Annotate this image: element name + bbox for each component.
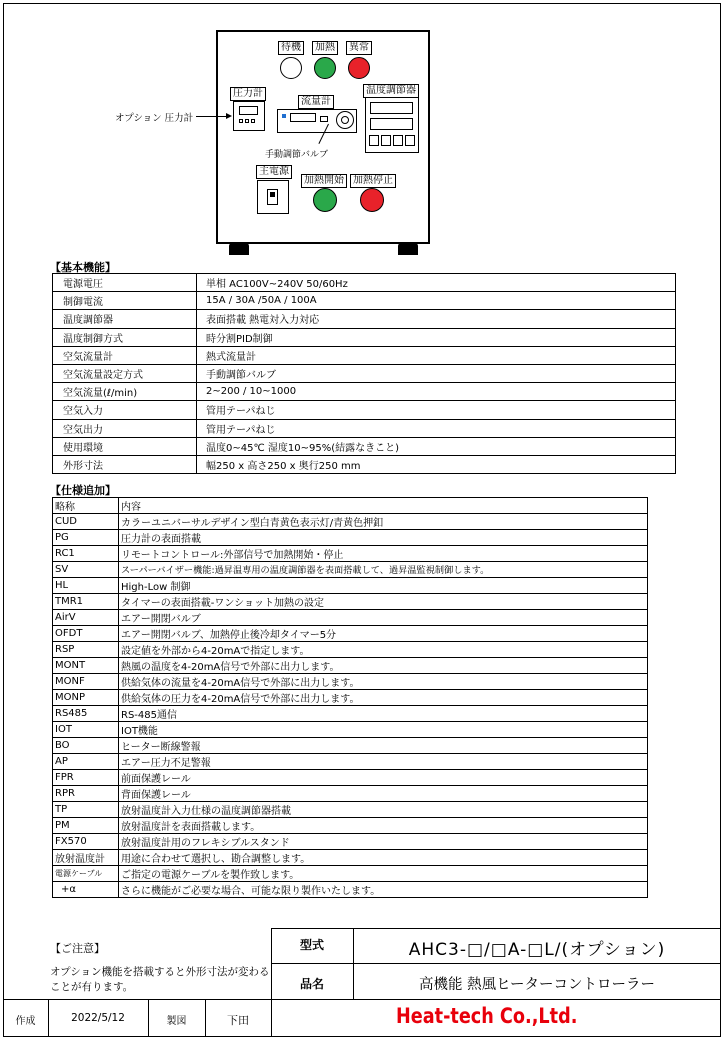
spec-row-abbr: 電源ケーブル — [53, 865, 119, 881]
spec-row-content: 放射温度計用のフレキシブルスタンド — [119, 833, 648, 849]
option-pressure-callout: オプション 圧力計 — [115, 113, 194, 124]
spec-row — [53, 785, 648, 801]
tb-line-top — [271, 928, 721, 929]
pressure-gauge-label: 圧力計 — [230, 87, 266, 101]
basic-row-key: 温度制御方式 — [53, 328, 197, 346]
spec-row — [53, 514, 648, 530]
spec-row-abbr: FX570 — [53, 833, 119, 849]
spec-row-content: エアー開閉バルブ、加熱停止後冷却タイマー5分 — [119, 625, 648, 641]
spec-row — [53, 625, 648, 641]
spec-additions-table — [52, 497, 648, 898]
spec-row-abbr: MONP — [53, 689, 119, 705]
spec-row-content: タイマーの表面搭載-ワンショット加熱の設定 — [119, 593, 648, 609]
lamp-label-error: 異常 — [346, 41, 372, 55]
spec-row — [53, 641, 648, 657]
tb-vline-f — [271, 999, 272, 1037]
basic-row-value: 時分割PID制御 — [197, 328, 676, 346]
basic-row — [53, 401, 676, 419]
basic-row — [53, 346, 676, 364]
basic-row-value: 手動調節バルブ — [197, 364, 676, 382]
basic-row — [53, 310, 676, 328]
spec-row-content: 用途に合わせて選択し、勘合調整します。 — [119, 849, 648, 865]
notice-text: オプション機能を搭載すると外形寸法が変わることが有ります。 — [50, 966, 270, 993]
spec-row-abbr: CUD — [53, 514, 119, 530]
spec-row — [53, 817, 648, 833]
spec-row — [53, 562, 648, 578]
basic-row — [53, 328, 676, 346]
temp-controller-label: 温度調節器 — [363, 84, 419, 98]
basic-row-key: 空気入力 — [53, 401, 197, 419]
basic-row — [53, 292, 676, 310]
callout-arrow-head — [226, 113, 232, 119]
spec-row — [53, 769, 648, 785]
spec-row — [53, 705, 648, 721]
stop-button-label: 加熱停止 — [350, 174, 396, 188]
temperature-controller — [365, 97, 419, 153]
spec-row — [53, 801, 648, 817]
basic-row-value: 温度0~45℃ 湿度10~95%(結露なきこと) — [197, 437, 676, 455]
basic-row-value: 管用テーパねじ — [197, 401, 676, 419]
spec-row — [53, 593, 648, 609]
basic-row — [53, 437, 676, 455]
flow-meter — [277, 109, 357, 133]
spec-row-content: RS-485通信 — [119, 705, 648, 721]
basic-functions-title: 【基本機能】 — [50, 261, 116, 274]
spec-row — [53, 577, 648, 593]
model-value: AHC3-□/□A-□L/(オプション) — [408, 940, 666, 960]
error-lamp — [348, 57, 370, 79]
basic-row-value: 熱式流量計 — [197, 346, 676, 364]
spec-row-content: さらに機能がご必要な場合、可能な限り製作いたします。 — [119, 881, 648, 897]
flow-meter-label: 流量計 — [298, 95, 334, 109]
basic-row-value: 幅250 x 高さ250 x 奥行250 mm — [197, 455, 676, 473]
spec-row — [53, 546, 648, 562]
spec-row-abbr: MONT — [53, 657, 119, 673]
spec-row-abbr: AirV — [53, 609, 119, 625]
spec-row — [53, 657, 648, 673]
spec-row — [53, 849, 648, 865]
tb-line-mid — [271, 963, 721, 964]
spec-row-content: エアー圧力不足警報 — [119, 753, 648, 769]
drawer-name: 下田 — [227, 1014, 249, 1027]
spec-row-content: 放射温度計を表面搭載します。 — [119, 817, 648, 833]
spec-row-content: カラーユニバーサルデザイン型白青黄色表示灯/青黄色押釦 — [119, 514, 648, 530]
spec-row — [53, 609, 648, 625]
basic-row — [53, 455, 676, 473]
spec-row-content: 熱風の温度を4-20mA信号で外部に出力します。 — [119, 657, 648, 673]
company-logo-text: Heat-tech Co.,Ltd. — [396, 1004, 578, 1028]
heat-start-button[interactable] — [313, 188, 337, 212]
spec-row-abbr: BO — [53, 737, 119, 753]
spec-row — [53, 689, 648, 705]
basic-row-key: 空気流量計 — [53, 346, 197, 364]
lamp-label-standby: 待機 — [278, 41, 304, 55]
spec-row-content: ヒーター断線警報 — [119, 737, 648, 753]
basic-row-key: 外形寸法 — [53, 455, 197, 473]
created-date: 2022/5/12 — [71, 1012, 125, 1024]
spec-row-content: 供給気体の圧力を4-20mA信号で外部に出力します。 — [119, 689, 648, 705]
spec-row-content: スーパーバイザー機能:過昇温専用の温度調節器を表面搭載して、過昇温監視制御します。 — [119, 562, 648, 578]
created-label: 作成 — [15, 1016, 36, 1027]
basic-row — [53, 419, 676, 437]
spec-header-row — [53, 498, 648, 514]
spec-row — [53, 753, 648, 769]
callout-arrow-line — [196, 116, 230, 117]
spec-row-content: 放射温度計入力仕様の温度調節器搭載 — [119, 801, 648, 817]
heating-lamp — [314, 57, 336, 79]
device-foot-right — [398, 243, 418, 255]
spec-row — [53, 881, 648, 897]
spec-row-abbr: MONF — [53, 673, 119, 689]
spec-row-content: IOT機能 — [119, 721, 648, 737]
device-foot-left — [229, 243, 249, 255]
spec-row-abbr: +α — [53, 881, 119, 897]
drawn-label: 製図 — [166, 1016, 187, 1027]
spec-additions-title: 【仕様追加】 — [50, 484, 116, 497]
spec-row-content: 供給気体の流量を4-20mA信号で外部に出力します。 — [119, 673, 648, 689]
tb-line-bottom — [3, 999, 721, 1000]
basic-functions-table — [52, 273, 676, 474]
spec-row-abbr: TP — [53, 801, 119, 817]
spec-row-abbr: IOT — [53, 721, 119, 737]
start-button-label: 加熱開始 — [301, 174, 347, 188]
spec-row-abbr: SV — [53, 562, 119, 578]
pressure-gauge — [233, 101, 265, 131]
spec-row-content: ご指定の電源ケーブルを製作致します。 — [119, 865, 648, 881]
spec-row-abbr: 放射温度計 — [53, 849, 119, 865]
lamp-label-heating: 加熱 — [312, 41, 338, 55]
model-label: 型式 — [299, 938, 324, 952]
spec-row-content: 設定値を外部から4-20mAで指定します。 — [119, 641, 648, 657]
spec-row-content: エアー開閉バルブ — [119, 609, 648, 625]
spec-row — [53, 737, 648, 753]
spec-row-abbr: HL — [53, 577, 119, 593]
basic-row-key: 電源電圧 — [53, 274, 197, 292]
basic-row-key: 空気出力 — [53, 419, 197, 437]
main-power-label: 主電源 — [256, 165, 292, 179]
basic-row — [53, 274, 676, 292]
standby-lamp — [280, 57, 302, 79]
spec-row-content: High-Low 制御 — [119, 577, 648, 593]
spec-row-abbr: RC1 — [53, 546, 119, 562]
spec-row-content: 前面保護レール — [119, 769, 648, 785]
basic-row-value: 15A / 30A /50A / 100A — [197, 292, 676, 310]
spec-row-content: 圧力計の表面搭載 — [119, 530, 648, 546]
spec-row-abbr: PM — [53, 817, 119, 833]
spec-row-abbr: RS485 — [53, 705, 119, 721]
spec-row-content: リモートコントロール:外部信号で加熱開始・停止 — [119, 546, 648, 562]
spec-row-abbr: FPR — [53, 769, 119, 785]
spec-header-content: 内容 — [119, 498, 648, 514]
spec-row — [53, 673, 648, 689]
spec-row — [53, 865, 648, 881]
manual-valve-callout: 手動調節バルブ — [265, 150, 329, 160]
basic-row-value: 単相 AC100V~240V 50/60Hz — [197, 274, 676, 292]
spec-row-abbr: RPR — [53, 785, 119, 801]
spec-row-abbr: AP — [53, 753, 119, 769]
spec-row-abbr: RSP — [53, 641, 119, 657]
spec-row — [53, 530, 648, 546]
basic-row-key: 使用環境 — [53, 437, 197, 455]
spec-row-content: 背面保護レール — [119, 785, 648, 801]
basic-row-key: 制御電流 — [53, 292, 197, 310]
notice-title: 【ご注意】 — [50, 942, 105, 955]
spec-row-abbr: PG — [53, 530, 119, 546]
basic-row — [53, 364, 676, 382]
product-name-label: 品名 — [299, 977, 324, 991]
product-name-value: 高機能 熱風ヒーターコントローラー — [418, 977, 656, 993]
spec-row — [53, 833, 648, 849]
spec-header-abbr: 略称 — [53, 498, 119, 514]
spec-row-abbr: OFDT — [53, 625, 119, 641]
spec-row-abbr: TMR1 — [53, 593, 119, 609]
basic-row-value: 管用テーパねじ — [197, 419, 676, 437]
basic-row-value: 表面搭載 熱電対入力対応 — [197, 310, 676, 328]
basic-row-key: 温度調節器 — [53, 310, 197, 328]
spec-row — [53, 721, 648, 737]
basic-row-key: 空気流量(ℓ/min) — [53, 383, 197, 401]
basic-row — [53, 383, 676, 401]
heat-stop-button[interactable] — [360, 188, 384, 212]
basic-row-value: 2~200 / 10~1000 — [197, 383, 676, 401]
basic-row-key: 空気流量設定方式 — [53, 364, 197, 382]
main-power-switch[interactable] — [257, 180, 289, 214]
